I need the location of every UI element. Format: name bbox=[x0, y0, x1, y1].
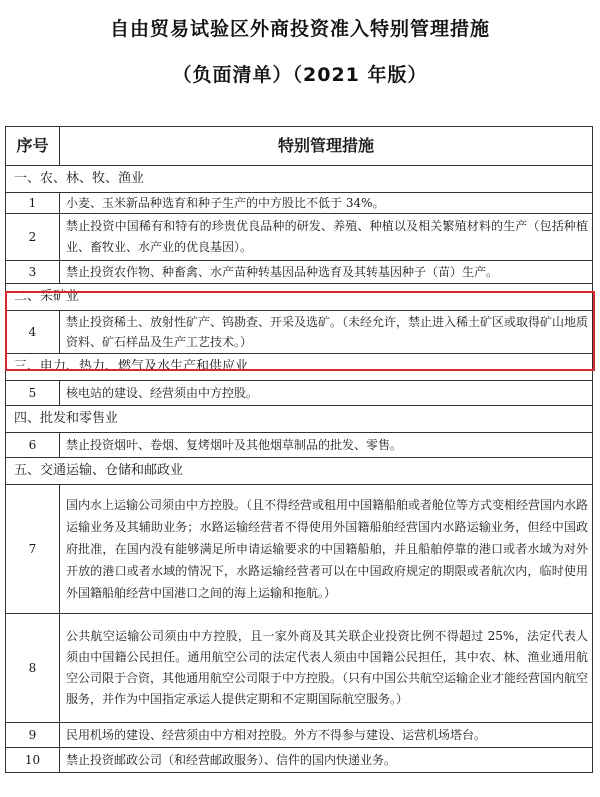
table-row bbox=[6, 214, 593, 261]
row-measure: 核电站的建设、经营须由中方控股。 bbox=[60, 381, 593, 406]
row-number: 1 bbox=[6, 193, 60, 214]
header-special-measures: 特别管理措施 bbox=[60, 127, 593, 166]
section-wholesale-retail: 四、批发和零售业 bbox=[6, 406, 593, 433]
table-row bbox=[6, 723, 593, 748]
table-row bbox=[6, 311, 593, 354]
table-row bbox=[6, 261, 593, 284]
row-measure: 禁止投资烟叶、卷烟、复烤烟叶及其他烟草制品的批发、零售。 bbox=[60, 433, 593, 458]
table-row bbox=[6, 485, 593, 614]
row-number: 4 bbox=[6, 311, 60, 354]
row-number: 10 bbox=[6, 748, 60, 773]
row-number: 9 bbox=[6, 723, 60, 748]
row-measure: 禁止投资农作物、种畜禽、水产苗种转基因品种选育及其转基因种子（苗）生产。 bbox=[60, 261, 593, 284]
table-row bbox=[6, 193, 593, 214]
section-mining: 二、采矿业 bbox=[6, 284, 593, 311]
section-row bbox=[6, 354, 593, 381]
document-title: 自由贸易试验区外商投资准入特别管理措施 bbox=[109, 18, 490, 40]
row-measure: 民用机场的建设、经营须由中方相对控股。外方不得参与建设、运营机场塔台。 bbox=[60, 723, 593, 748]
row-number: 2 bbox=[6, 214, 60, 261]
negative-list-table bbox=[5, 126, 593, 773]
row-measure: 禁止投资稀土、放射性矿产、钨勘查、开采及选矿。（未经允许，禁止进入稀土矿区或取得矿山地质资料、矿石样品及生产工艺技术。） bbox=[60, 311, 593, 354]
row-number: 6 bbox=[6, 433, 60, 458]
section-row bbox=[6, 166, 593, 193]
row-measure: 禁止投资邮政公司（和经营邮政服务）、信件的国内快递业务。 bbox=[60, 748, 593, 773]
table-row bbox=[6, 748, 593, 773]
header-serial-number: 序号 bbox=[6, 127, 60, 166]
table-row bbox=[6, 614, 593, 723]
row-number: 7 bbox=[6, 485, 60, 614]
section-row bbox=[6, 284, 593, 311]
row-number: 8 bbox=[6, 614, 60, 723]
section-agriculture: 一、农、林、牧、渔业 bbox=[6, 166, 593, 193]
row-number: 3 bbox=[6, 261, 60, 284]
section-row bbox=[6, 406, 593, 433]
row-measure: 公共航空运输公司须由中方控股，且一家外商及其关联企业投资比例不得超过 25%，法定代表人须由中国籍公民担任。通用航空公司的法定代表人须由中国籍公民担任，其中农、林、渔业通用航空公司限于合资，其他通用航空公司限于中方控股。（只有中国公共航空运输企业才能经营国内航空服务，并作为中国指定承运人提供定期和不定期国际航空服务。） bbox=[60, 614, 593, 723]
section-row bbox=[6, 458, 593, 485]
row-number: 5 bbox=[6, 381, 60, 406]
document-subtitle: （负面清单）（2021 年版） bbox=[172, 64, 428, 86]
table-row bbox=[6, 433, 593, 458]
row-measure: 小麦、玉米新品种选育和种子生产的中方股比不低于 34%。 bbox=[60, 193, 593, 214]
row-measure: 国内水上运输公司须由中方控股。（且不得经营或租用中国籍船舶或者舱位等方式变相经营国内水路运输业务及其辅助业务；水路运输经营者不得使用外国籍船舶经营国内水路运输业务，但经中国政府批准，在国内没有能够满足所申请运输要求的中国籍船舶，并且船舶停靠的港口或者水域为对外开放的港口或者水域的情况下，水路运输经营者可以在中国政府规定的期限或者航次内，临时使用外国籍船舶经营中国港口之间的海上运输和拖航。） bbox=[60, 485, 593, 614]
section-utilities: 三、电力、热力、燃气及水生产和供应业 bbox=[6, 354, 593, 381]
table-row bbox=[6, 381, 593, 406]
table-header-row bbox=[6, 127, 593, 166]
row-measure: 禁止投资中国稀有和特有的珍贵优良品种的研发、养殖、种植以及相关繁殖材料的生产（包括种植业、畜牧业、水产业的优良基因）。 bbox=[60, 214, 593, 261]
section-transport: 五、交通运输、仓储和邮政业 bbox=[6, 458, 593, 485]
